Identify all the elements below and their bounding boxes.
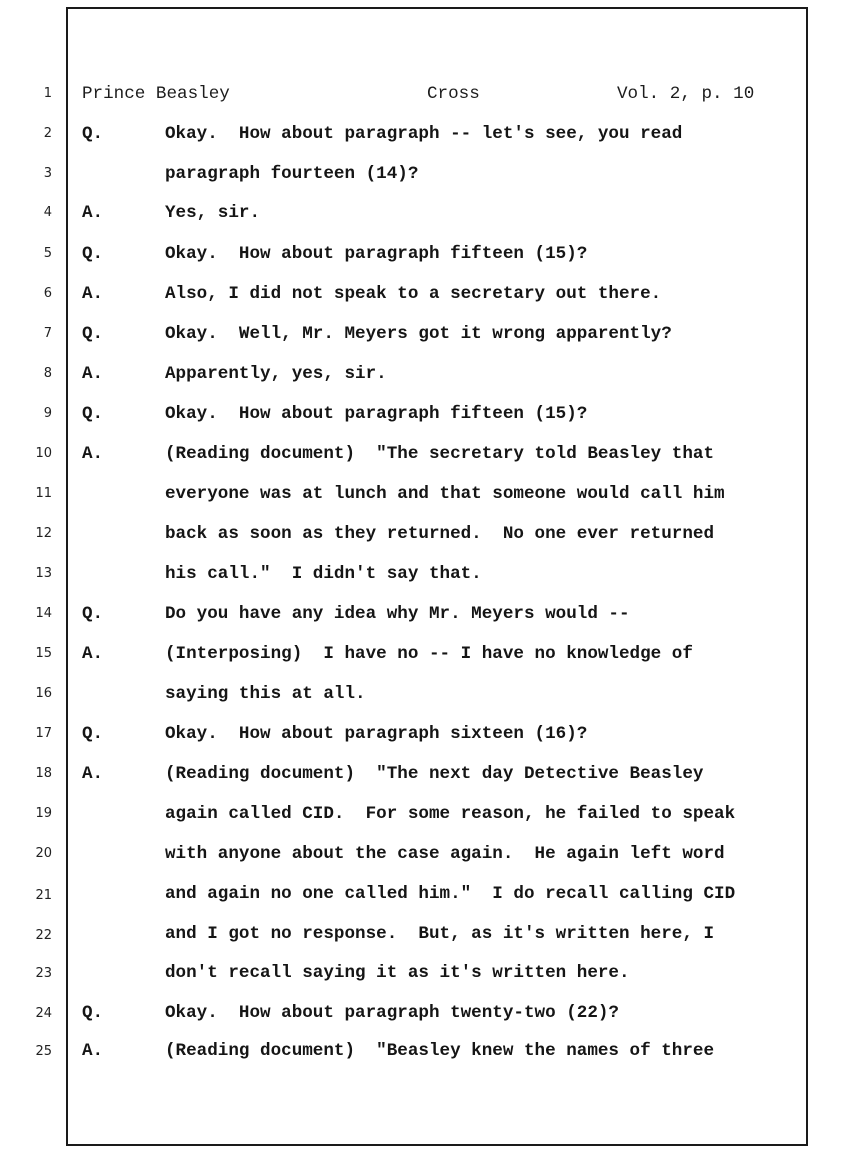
transcript-line bbox=[82, 1038, 715, 1064]
transcript-line bbox=[82, 281, 662, 307]
line-text: Okay. How about paragraph fifteen (15)? bbox=[165, 404, 588, 424]
transcript-line bbox=[82, 841, 725, 867]
transcript-line bbox=[82, 960, 630, 986]
line-number: 19 bbox=[35, 806, 52, 821]
transcript-line bbox=[82, 601, 630, 627]
line-text: his call." I didn't say that. bbox=[165, 564, 482, 584]
transcript-line bbox=[82, 241, 588, 267]
line-text: Also, I did not speak to a secretary out there. bbox=[165, 284, 662, 304]
transcript-line bbox=[82, 361, 387, 387]
line-number: 7 bbox=[43, 326, 52, 341]
line-number: 18 bbox=[35, 766, 52, 781]
speaker-label: Q. bbox=[82, 1003, 104, 1023]
transcript-header bbox=[82, 81, 802, 107]
transcript-line bbox=[82, 321, 672, 347]
line-text: back as soon as they returned. No one ever returned bbox=[165, 524, 715, 544]
volume-page: Vol. 2, p. 10 bbox=[617, 84, 755, 104]
speaker-label: Q. bbox=[82, 404, 104, 424]
speaker-label: A. bbox=[82, 764, 104, 784]
transcript-line bbox=[82, 561, 482, 587]
speaker-label: A. bbox=[82, 364, 104, 384]
line-number: 3 bbox=[43, 166, 52, 181]
transcript-line bbox=[82, 481, 725, 507]
line-number: 15 bbox=[35, 646, 52, 661]
line-text: and I got no response. But, as it's written here, I bbox=[165, 924, 715, 944]
line-text: (Reading document) "Beasley knew the names of three bbox=[165, 1041, 715, 1061]
line-number: 2 bbox=[43, 126, 52, 141]
speaker-label: Q. bbox=[82, 324, 104, 344]
line-number: 8 bbox=[43, 366, 52, 381]
transcript-line bbox=[82, 761, 704, 787]
line-number: 4 bbox=[43, 205, 52, 220]
line-text: Okay. Well, Mr. Meyers got it wrong apparently? bbox=[165, 324, 672, 344]
line-number: 1 bbox=[43, 86, 52, 101]
speaker-label: Q. bbox=[82, 724, 104, 744]
speaker-label: A. bbox=[82, 644, 104, 664]
line-text: Okay. How about paragraph -- let's see, you read bbox=[165, 124, 683, 144]
line-number: 17 bbox=[35, 726, 52, 741]
line-text: again called CID. For some reason, he failed to speak bbox=[165, 804, 736, 824]
line-number: 6 bbox=[43, 286, 52, 301]
line-text: Do you have any idea why Mr. Meyers would -- bbox=[165, 604, 630, 624]
transcript-line bbox=[82, 801, 736, 827]
speaker-label: A. bbox=[82, 1041, 104, 1061]
line-number: 24 bbox=[35, 1006, 52, 1021]
line-number: 22 bbox=[35, 928, 52, 943]
speaker-label: Q. bbox=[82, 124, 104, 144]
line-text: Okay. How about paragraph twenty-two (22)? bbox=[165, 1003, 619, 1023]
line-text: Apparently, yes, sir. bbox=[165, 364, 387, 384]
exam-type: Cross bbox=[427, 84, 480, 104]
transcript-line bbox=[82, 401, 588, 427]
transcript-line bbox=[82, 881, 736, 907]
line-text: with anyone about the case again. He again left word bbox=[165, 844, 725, 864]
transcript-line bbox=[82, 1000, 619, 1026]
line-text: (Interposing) I have no -- I have no knowledge of bbox=[165, 644, 693, 664]
line-number: 9 bbox=[43, 406, 52, 421]
line-text: Okay. How about paragraph fifteen (15)? bbox=[165, 244, 588, 264]
line-text: (Reading document) "The secretary told Beasley that bbox=[165, 444, 715, 464]
transcript-line bbox=[82, 921, 715, 947]
speaker-label: A. bbox=[82, 444, 104, 464]
transcript-line bbox=[82, 200, 261, 226]
line-text: and again no one called him." I do recall calling CID bbox=[165, 884, 736, 904]
line-number: 23 bbox=[35, 966, 52, 981]
transcript-line bbox=[82, 641, 693, 667]
line-text: don't recall saying it as it's written here. bbox=[165, 963, 630, 983]
line-number: 5 bbox=[43, 246, 52, 261]
line-text: paragraph fourteen (14)? bbox=[165, 164, 419, 184]
speaker-label: A. bbox=[82, 284, 104, 304]
line-text: Okay. How about paragraph sixteen (16)? bbox=[165, 724, 588, 744]
line-number: 12 bbox=[35, 526, 52, 541]
speaker-label: A. bbox=[82, 203, 104, 223]
transcript-line bbox=[82, 721, 588, 747]
line-text: everyone was at lunch and that someone would call him bbox=[165, 484, 725, 504]
line-number: 21 bbox=[35, 888, 52, 903]
line-number: 13 bbox=[35, 566, 52, 581]
line-number: 20 bbox=[35, 846, 52, 861]
line-text: Yes, sir. bbox=[165, 203, 261, 223]
line-number: 25 bbox=[35, 1044, 52, 1059]
line-text: saying this at all. bbox=[165, 684, 366, 704]
line-text: (Reading document) "The next day Detective Beasley bbox=[165, 764, 704, 784]
transcript-line bbox=[82, 441, 715, 467]
transcript-line bbox=[82, 161, 419, 187]
witness-name: Prince Beasley bbox=[82, 84, 230, 104]
line-number: 11 bbox=[35, 486, 52, 501]
line-number: 14 bbox=[35, 606, 52, 621]
speaker-label: Q. bbox=[82, 244, 104, 264]
transcript-line bbox=[82, 681, 366, 707]
transcript-line bbox=[82, 121, 683, 147]
transcript-line bbox=[82, 521, 715, 547]
line-number: 10 bbox=[35, 446, 52, 461]
speaker-label: Q. bbox=[82, 604, 104, 624]
line-number: 16 bbox=[35, 686, 52, 701]
